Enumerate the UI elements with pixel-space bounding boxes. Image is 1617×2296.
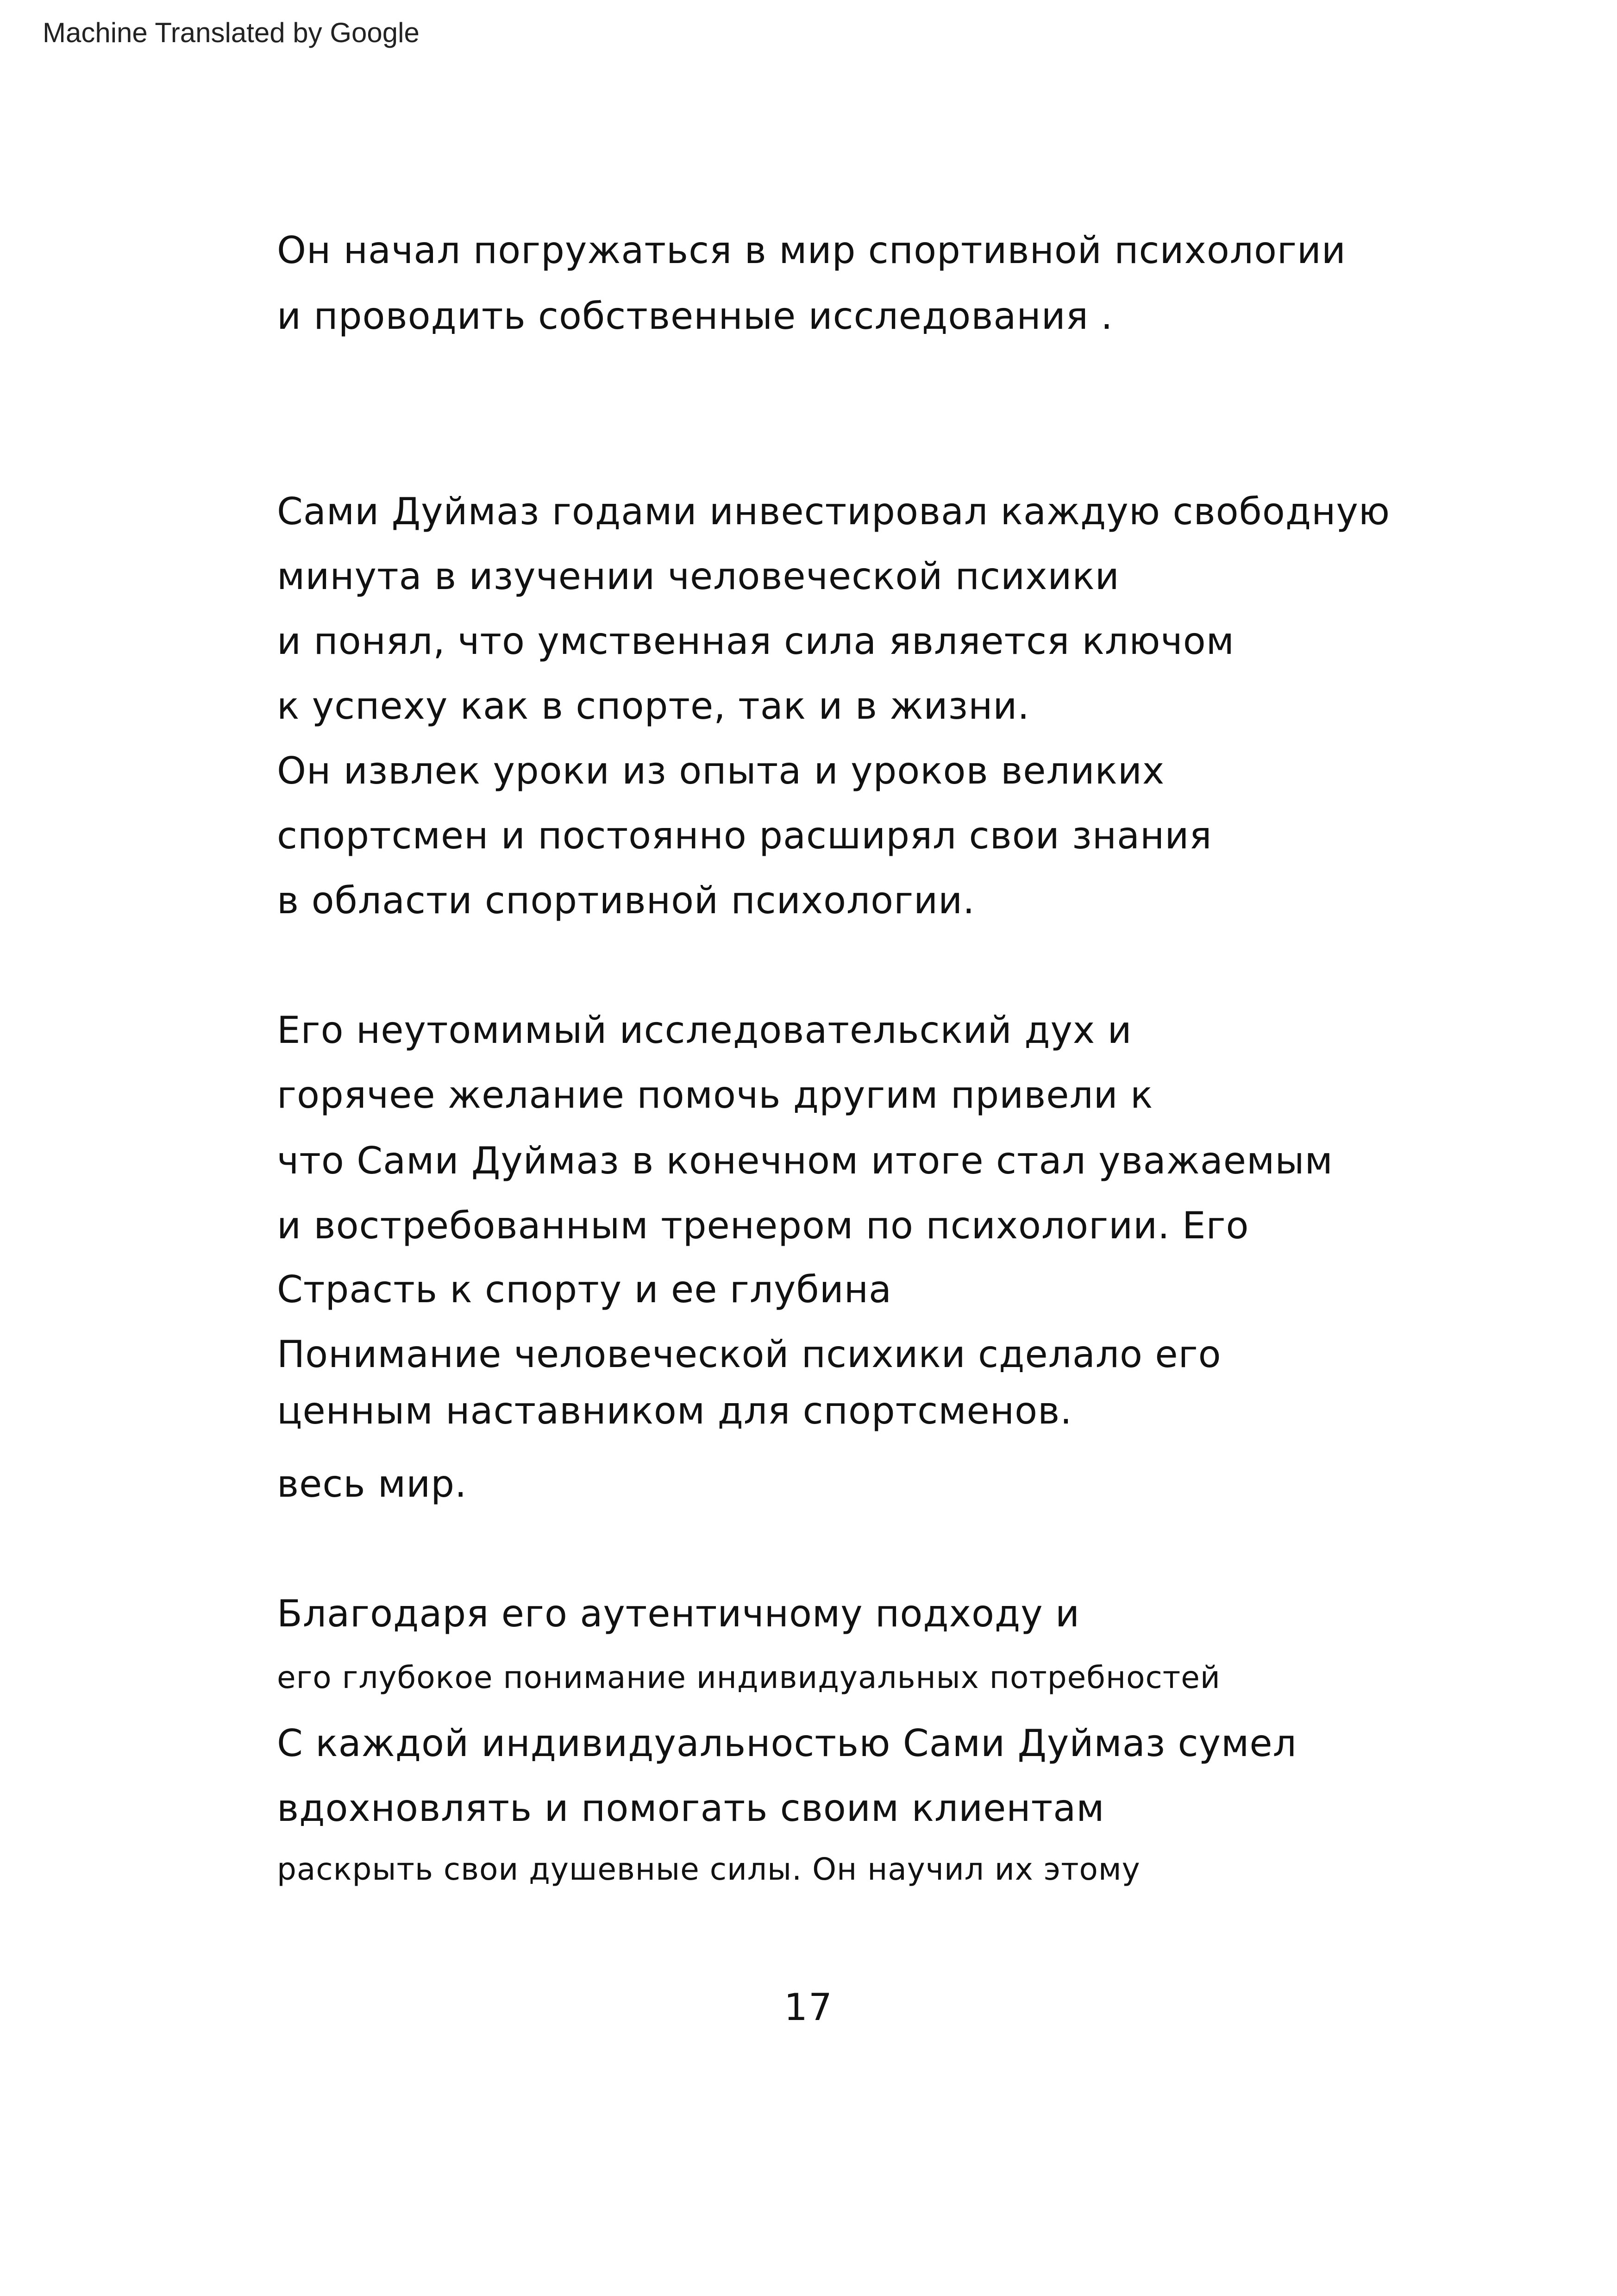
paragraph-line: к успеху как в спорте, так и в жизни.	[277, 684, 1030, 728]
paragraph-line: вдохновлять и помогать своим клиентам	[277, 1787, 1105, 1830]
paragraph-line: спортсмен и постоянно расширял свои знания	[277, 814, 1212, 857]
paragraph-line: и проводить собственные исследования .	[277, 295, 1113, 338]
paragraph-line: ценным наставником для спортсменов.	[277, 1389, 1072, 1432]
machine-translation-banner: Machine Translated by Google	[43, 17, 420, 48]
paragraph-line: Сами Дуймаз годами инвестировал каждую свободную	[277, 490, 1391, 533]
paragraph-line: горячее желание помочь другим привели к	[277, 1073, 1153, 1117]
paragraph-line: раскрыть свои душевные силы. Он научил их этому	[277, 1851, 1141, 1887]
paragraph-line: весь мир.	[277, 1462, 467, 1506]
paragraph-line: в области спортивной психологии.	[277, 879, 975, 922]
paragraph-line: С каждой индивидуальностью Сами Дуймаз сумел	[277, 1722, 1297, 1765]
paragraph-line: Он извлек уроки из опыта и уроков великих	[277, 749, 1165, 792]
page-number: 17	[784, 1986, 833, 2029]
paragraph-line: и востребованным тренером по психологии. Его	[277, 1204, 1249, 1247]
paragraph-line: минута в изучении человеческой психики	[277, 555, 1120, 598]
paragraph-line: Он начал погружаться в мир спортивной психологии	[277, 229, 1346, 272]
paragraph-line: что Сами Дуймаз в конечном итоге стал уважаемым	[277, 1139, 1333, 1182]
paragraph-line: Понимание человеческой психики сделало его	[277, 1333, 1222, 1376]
paragraph-line: его глубокое понимание индивидуальных потребностей	[277, 1660, 1221, 1695]
paragraph-line: Благодаря его аутентичному подходу и	[277, 1592, 1080, 1635]
paragraph-line: и понял, что умственная сила является ключом	[277, 620, 1235, 663]
paragraph-line: Страсть к спорту и ее глубина	[277, 1268, 892, 1311]
paragraph-line: Его неутомимый исследовательский дух и	[277, 1009, 1132, 1052]
